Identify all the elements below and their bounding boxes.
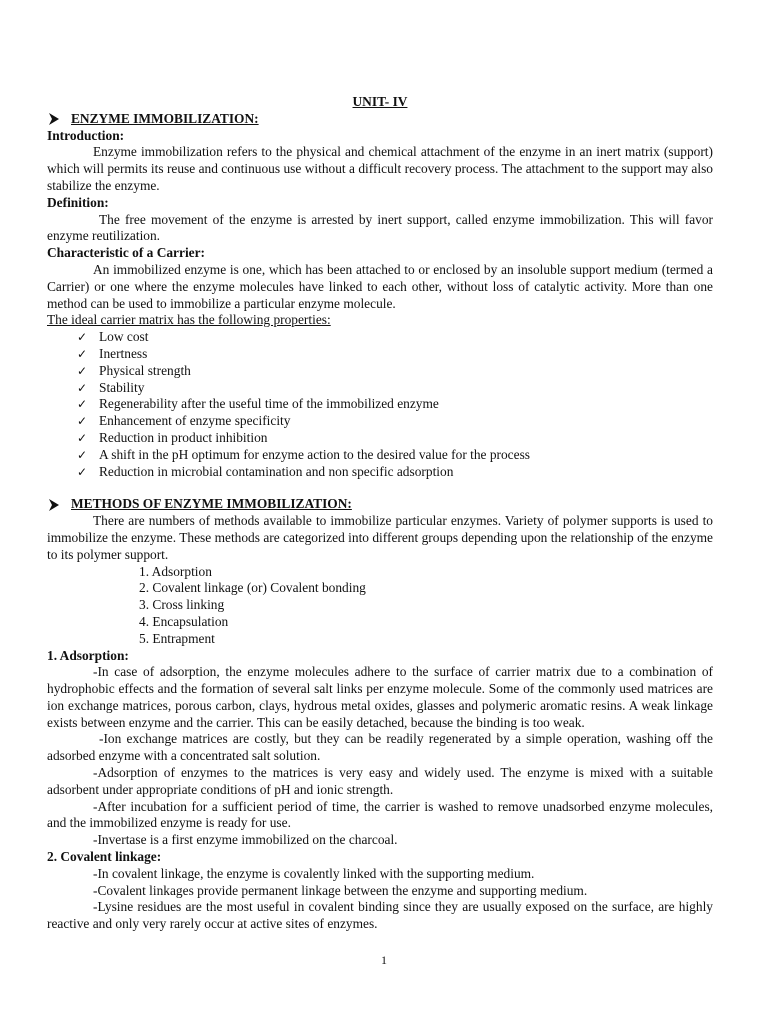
list-item: 2. Covalent linkage (or) Covalent bonding [139,580,366,596]
list-item: ✓ Enhancement of enzyme specificity [77,413,291,429]
list-item: ✓ Low cost [77,329,149,345]
adsorption-paragraph: -Adsorption of enzymes to the matrices is very easy and widely used. The enzyme is mixed with a suitable adsorbent under appropriate conditions of pH and ionic strength. [47,765,713,797]
introduction-heading: Introduction: [47,127,125,143]
carrier-properties-list [47,329,713,480]
section-heading-immobilization [47,111,713,128]
list-item: 5. Entrapment [139,630,215,646]
arrow-bullet-icon [47,112,61,126]
covalent-heading: 2. Covalent linkage: [47,849,162,865]
checkmark-icon: ✓ [77,346,88,361]
carrier-properties-intro: The ideal carrier matrix has the following properties: [47,312,331,328]
adsorption-paragraph: -After incubation for a sufficient period of time, the carrier is washed to remove unadsorbed enzyme molecules, and the immobilized enzyme is ready for use. [47,798,713,831]
checkmark-icon: ✓ [77,414,88,429]
section-heading-methods [47,496,713,513]
section-heading-text: METHODS OF ENZYME IMMOBILIZATION: [71,496,352,512]
methods-intro-text: There are numbers of methods available to immobilize particular enzymes. Variety of polymer supports is used to immobilize the enzyme. These methods are categorized into different groups depending upon the relationship of the enzyme to its polymer support. [47,513,713,562]
list-item: 1. Adsorption [139,563,212,579]
covalent-paragraph: -Lysine residues are the most useful in covalent binding since they are usually exposed on the surface, are highly reactive and only very rarely occur at active sites of enzymes. [47,899,713,932]
checkmark-icon: ✓ [77,430,88,445]
adsorption-paragraph: -In case of adsorption, the enzyme molecules adhere to the surface of carrier matrix due to a combination of hydrophobic effects and the formation of several salt links per enzyme molecule. Some of the commonly used matrices are ion exchange matrices, porous carbon, clays, hydrous metal oxides, glasses and polymeric aromatic resins. A weak linkage exists between enzyme and the carrier. This can be easily detached, because the binding is too weak. [47,664,713,730]
covalent-paragraph: -Covalent linkages provide permanent linkage between the enzyme and supporting medium. [93,882,588,898]
list-item: ✓ Regenerability after the useful time of the immobilized enzyme [77,396,439,412]
definition-text: The free movement of the enzyme is arrested by inert support, called enzyme immobilization. This will favor enzyme reutilization. [47,211,713,244]
list-item: ✓ A shift in the pH optimum for enzyme action to the desired value for the process [77,446,530,462]
list-item: ✓ Physical strength [77,362,191,378]
adsorption-paragraph: -Invertase is a first enzyme immobilized on the charcoal. [93,832,398,848]
arrow-bullet-icon [47,498,61,512]
page-content [47,94,713,933]
checkmark-icon: ✓ [77,330,88,345]
list-item: ✓ Inertness [77,345,148,361]
checkmark-icon: ✓ [77,397,88,412]
list-item: 3. Cross linking [139,597,225,613]
list-item: 4. Encapsulation [139,613,229,629]
unit-title: UNIT- IV [352,94,408,109]
methods-list [47,564,713,648]
adsorption-paragraph: -Ion exchange matrices are costly, but they can be readily regenerated by a simple operation, washing off the adsorbed enzyme with a concentrated salt solution. [47,731,713,764]
checkmark-icon: ✓ [77,363,88,378]
page-number: 1 [381,953,387,967]
spacer [47,480,713,496]
list-item: ✓ Stability [77,379,145,395]
carrier-text: An immobilized enzyme is one, which has been attached to or enclosed by an insoluble support medium (termed a Carrier) or one where the enzyme molecules have linked to each other, without loss of catalytic activity. More than one method can be used to immobilize a particular enzyme molecule. [47,261,713,311]
checkmark-icon: ✓ [77,380,88,395]
list-item: ✓ Reduction in microbial contamination and non specific adsorption [77,463,454,479]
carrier-heading: Characteristic of a Carrier: [47,245,206,261]
definition-heading: Definition: [47,194,109,210]
checkmark-icon: ✓ [77,464,88,479]
checkmark-icon: ✓ [77,447,88,462]
list-item: ✓ Reduction in product inhibition [77,429,268,445]
section-heading-text: ENZYME IMMOBILIZATION: [71,110,259,126]
introduction-text: Enzyme immobilization refers to the physical and chemical attachment of the enzyme in an inert matrix (support) which will permits its reuse and continuous use without a difficult recovery process. The attachment to the support may also stabilize the enzyme. [47,144,713,193]
covalent-paragraph: -In covalent linkage, the enzyme is covalently linked with the supporting medium. [93,865,535,881]
adsorption-heading: 1. Adsorption: [47,647,129,663]
